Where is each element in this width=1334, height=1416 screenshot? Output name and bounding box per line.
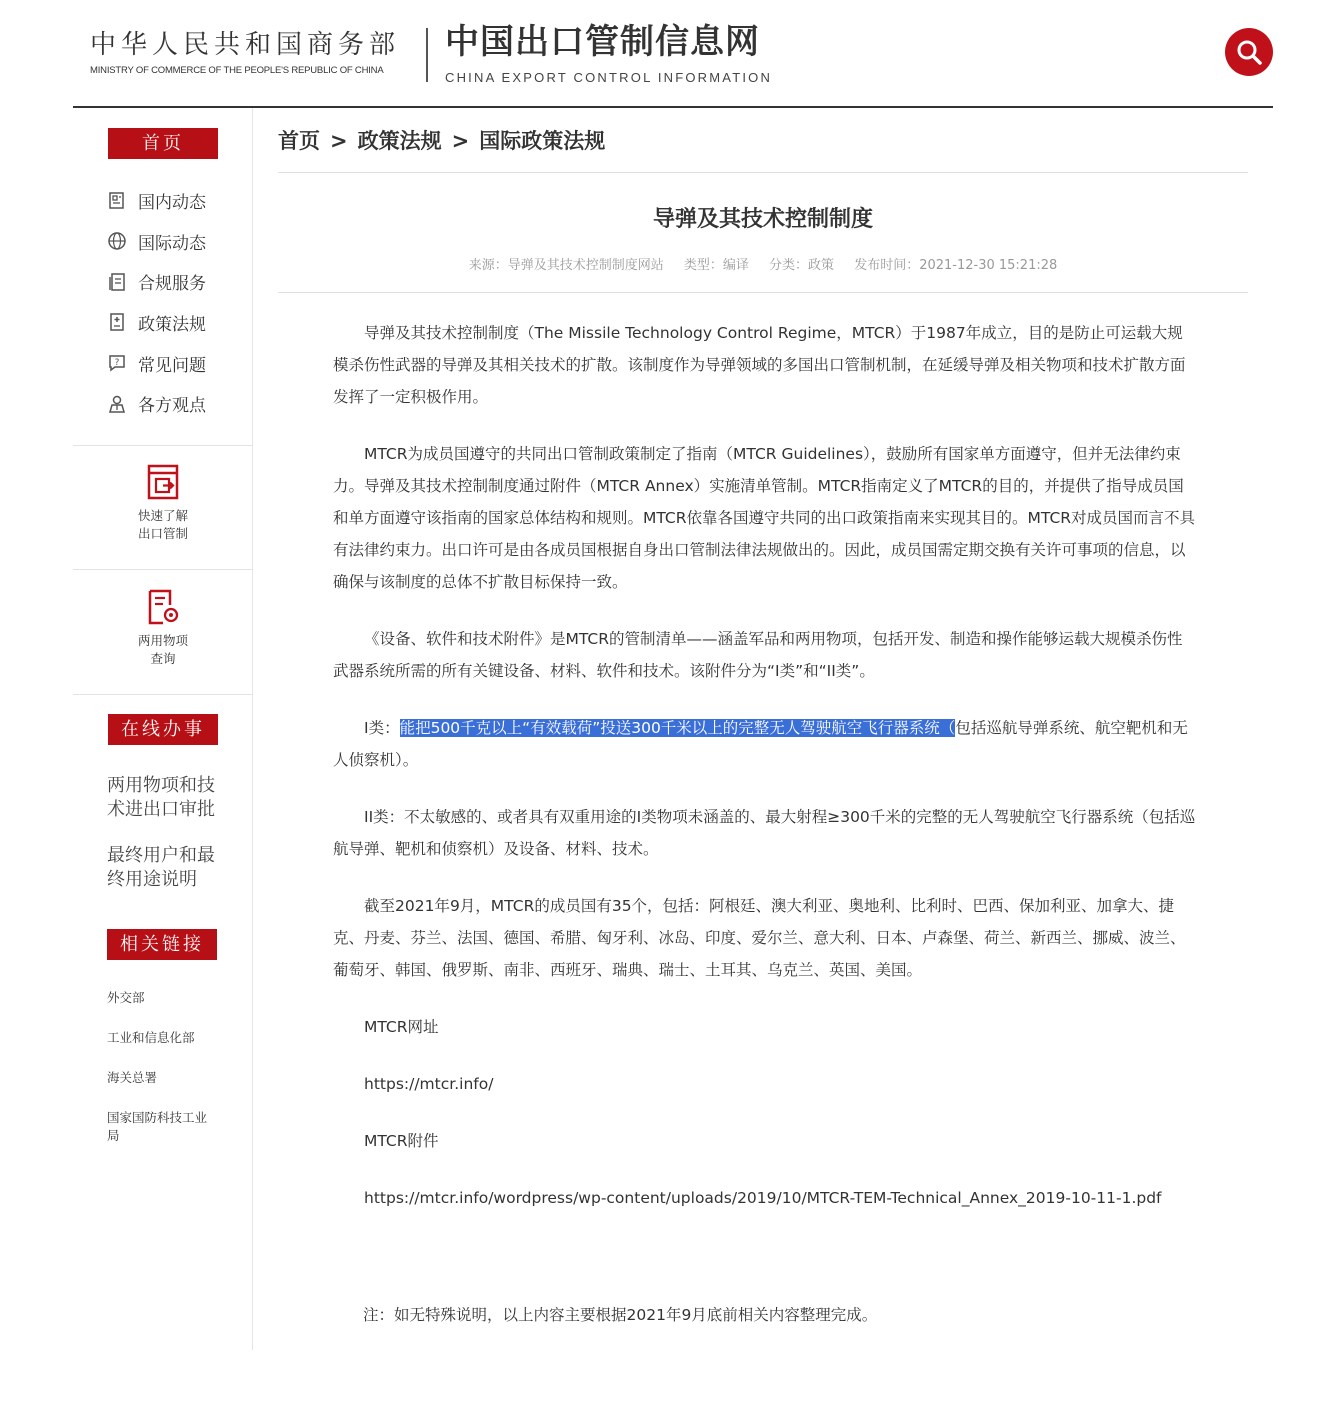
globe-icon bbox=[107, 231, 127, 251]
article-type: 类型：编译 bbox=[683, 258, 749, 273]
sidebar-divider bbox=[73, 445, 253, 446]
online-services-tab: 在线办事 bbox=[108, 714, 218, 745]
breadcrumb-section[interactable]: 政策法规 bbox=[357, 129, 442, 153]
annex-label: MTCR附件 bbox=[364, 1132, 439, 1150]
quick-link-line: 快速了解 bbox=[137, 508, 188, 523]
sidebar-item-faq[interactable] bbox=[107, 343, 247, 384]
sidebar-item-international-news[interactable] bbox=[107, 221, 247, 262]
export-control-icon bbox=[145, 463, 181, 501]
document-list-icon bbox=[107, 272, 127, 292]
search-button[interactable] bbox=[1225, 28, 1273, 76]
paragraph: MTCR为成员国遵守的共同出口管制政策制定了指南（MTCR Guidelines），鼓励所有国家单方面遵守，但并无法律约束力。导弹及其技术控制制度通过附件（MTCR Annex）实施清单管制。MTCR指南定义了MTCR的目的，并提供了指导成员国和单方面遵守该指南的国家总体结构和规则。MTCR依靠各国遵守共同的出口政策指南来实现其目的。MTCR对成员国而言不具有法律约束力。出口许可是由各成员国根据自身出口管制法律法规做出的。因此，成员国需定期交换有关许可事项的信息，以确保与该制度的总体不扩散目标保持一致。 bbox=[333, 445, 1196, 591]
quick-link-line: 查询 bbox=[150, 651, 176, 666]
article-body bbox=[333, 317, 1198, 1239]
person-badge-icon bbox=[107, 394, 127, 414]
annex-url[interactable]: https://mtcr.info/wordpress/wp-content/uploads/2019/10/MTCR-TEM-Technical_Annex_2019-10-11-1.pdf bbox=[364, 1189, 1162, 1207]
breadcrumb-home[interactable]: 首页 bbox=[278, 129, 320, 153]
sidebar-item-viewpoints[interactable] bbox=[107, 383, 247, 424]
quick-link-line: 两用物项 bbox=[137, 633, 188, 648]
ministry-name-cn: 中华人民共和国商务部 bbox=[90, 30, 401, 60]
site-header bbox=[73, 0, 1273, 108]
quick-link-dual-use[interactable] bbox=[73, 588, 253, 668]
sidebar bbox=[73, 108, 253, 1350]
svg-text:?: ? bbox=[114, 358, 120, 369]
question-icon bbox=[107, 353, 127, 373]
sidebar-item-label: 国际动态 bbox=[138, 233, 206, 254]
sidebar-item-domestic-news[interactable] bbox=[107, 180, 247, 221]
search-icon bbox=[1236, 39, 1262, 65]
article-source: 来源：导弹及其技术控制制度网站 bbox=[468, 258, 664, 273]
article-published: 发布时间：2021-12-30 15:21:28 bbox=[854, 258, 1058, 273]
online-service-dual-use-approval[interactable]: 两用物项和技术进出口审批 bbox=[107, 775, 215, 820]
related-link-miit[interactable]: 工业和信息化部 bbox=[107, 1030, 195, 1045]
policy-icon bbox=[107, 312, 127, 332]
related-links-tab: 相关链接 bbox=[107, 929, 217, 960]
sidebar-divider bbox=[73, 569, 253, 570]
quick-link-line: 出口管制 bbox=[137, 526, 188, 541]
meta-divider bbox=[278, 292, 1248, 293]
quick-link-export-control[interactable] bbox=[73, 463, 253, 543]
sidebar-item-policy[interactable] bbox=[107, 302, 247, 343]
site-name-en: CHINA EXPORT CONTROL INFORMATION bbox=[445, 70, 773, 85]
online-service-end-user-statement[interactable]: 最终用户和最终用途说明 bbox=[107, 845, 215, 890]
sidebar-item-label: 国内动态 bbox=[138, 192, 206, 213]
paragraph: II类：不太敏感的、或者具有双重用途的I类物项未涵盖的、最大射程≥300千米的完整的无人驾驶航空飞行器系统（包括巡航导弹、靶机和侦察机）及设备、材料、技术。 bbox=[333, 808, 1196, 858]
article-title: 导弹及其技术控制制度 bbox=[652, 207, 873, 232]
site-name-cn: 中国出口管制信息网 bbox=[445, 22, 760, 62]
paragraph: 导弹及其技术控制制度（The Missile Technology Control Regime，MTCR）于1987年成立，目的是防止可运载大规模杀伤性武器的导弹及其相关技术的扩散。该制度作为导弹领域的多国出口管制机制，在延缓导弹及相关物项和技术扩散方面发挥了一定积极作用。 bbox=[333, 324, 1186, 406]
ministry-logo[interactable] bbox=[90, 30, 400, 76]
selected-text[interactable]: 能把500千克以上“有效载荷”投送300千米以上的完整无人驾驶航空飞行器系统（ bbox=[399, 719, 956, 737]
related-link-mfa[interactable]: 外交部 bbox=[107, 990, 145, 1005]
header-divider bbox=[426, 28, 428, 82]
breadcrumb-separator: > bbox=[451, 129, 470, 153]
breadcrumb bbox=[278, 125, 605, 155]
related-link-sastind[interactable]: 国家国防科技工业局 bbox=[107, 1110, 208, 1143]
paragraph: 截至2021年9月，MTCR的成员国有35个，包括：阿根廷、澳大利亚、奥地利、比利时、巴西、保加利亚、加拿大、捷克、丹麦、芬兰、法国、德国、希腊、匈牙利、冰岛、印度、爱尔兰、意大利、日本、卢森堡、荷兰、新西兰、挪威、波兰、葡萄牙、韩国、俄罗斯、南非、西班牙、瑞典、瑞士、土耳其、乌克兰、英国、美国。 bbox=[333, 897, 1186, 979]
article-category: 分类：政策 bbox=[769, 258, 835, 273]
news-icon bbox=[107, 190, 127, 210]
category-label: I类： bbox=[364, 719, 400, 737]
sidebar-item-label: 常见问题 bbox=[138, 355, 206, 376]
ministry-name-en: MINISTRY OF COMMERCE OF THE PEOPLE'S REPUBLIC OF CHINA bbox=[90, 65, 384, 76]
sidebar-divider bbox=[73, 694, 253, 695]
sidebar-item-label: 合规服务 bbox=[138, 274, 206, 295]
sidebar-nav bbox=[107, 180, 247, 424]
sidebar-item-compliance[interactable] bbox=[107, 261, 247, 302]
dual-use-search-icon bbox=[145, 588, 181, 626]
home-tab[interactable]: 首页 bbox=[108, 128, 218, 159]
mtcr-url[interactable]: https://mtcr.info/ bbox=[364, 1075, 494, 1093]
sidebar-item-label: 各方观点 bbox=[138, 396, 206, 417]
url-label: MTCR网址 bbox=[364, 1018, 439, 1036]
breadcrumb-current[interactable]: 国际政策法规 bbox=[479, 129, 606, 153]
paragraph-text: 包括巡航导弹系统、航空靶机和无人侦察机）。 bbox=[333, 719, 1188, 769]
paragraph-category-1 bbox=[333, 712, 1198, 776]
breadcrumb-separator: > bbox=[330, 129, 348, 153]
related-link-customs[interactable]: 海关总署 bbox=[107, 1070, 158, 1085]
breadcrumb-divider bbox=[278, 172, 1248, 173]
sidebar-item-label: 政策法规 bbox=[138, 314, 206, 335]
paragraph: 《设备、软件和技术附件》是MTCR的管制清单——涵盖军品和两用物项，包括开发、制造和操作能够运载大规模杀伤性武器系统所需的所有关键设备、材料、软件和技术。该附件分为“I类”和“II类”。 bbox=[333, 630, 1183, 680]
site-logo[interactable] bbox=[445, 22, 772, 85]
article-meta bbox=[278, 254, 1248, 273]
article-note: 注：如无特殊说明，以上内容主要根据2021年9月底前相关内容整理完成。 bbox=[363, 1306, 878, 1324]
